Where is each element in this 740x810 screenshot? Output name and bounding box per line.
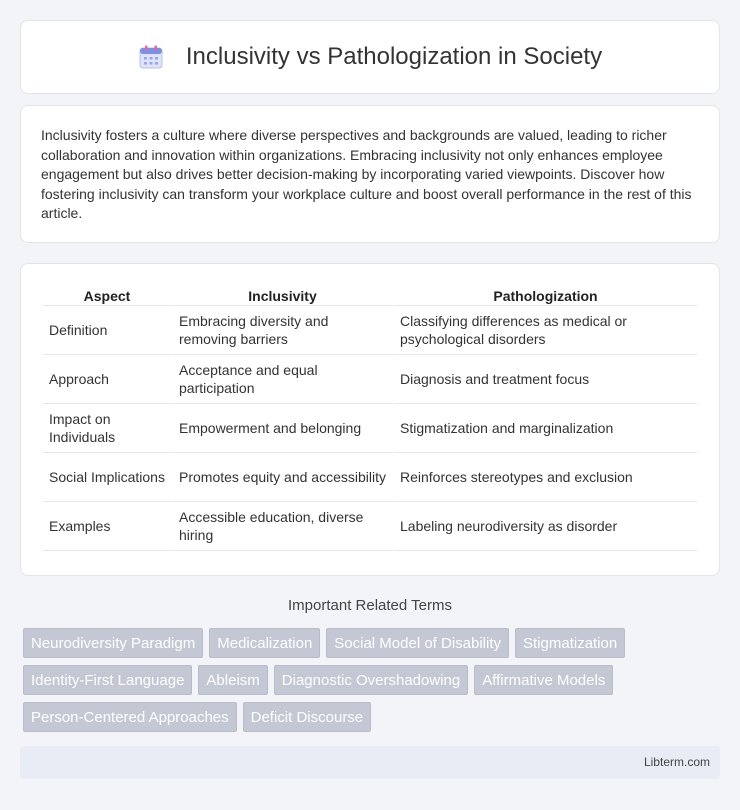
comparison-table-card <box>20 263 720 576</box>
table-cell: Stigmatization and marginalization <box>392 404 697 453</box>
related-term-tag[interactable]: Social Model of Disability <box>326 628 509 658</box>
intro-card <box>20 105 720 243</box>
table-row <box>43 306 697 355</box>
related-terms-list <box>23 628 723 732</box>
table-cell: Approach <box>43 355 171 404</box>
table-cell: Embracing diversity and removing barriers <box>171 306 392 355</box>
related-term-tag[interactable]: Person-Centered Approaches <box>23 702 237 732</box>
table-cell: Empowerment and belonging <box>171 404 392 453</box>
footer <box>20 746 720 779</box>
table-header-row <box>43 284 697 306</box>
table-cell: Diagnosis and treatment focus <box>392 355 697 404</box>
related-term-tag[interactable]: Medicalization <box>209 628 320 658</box>
related-term-tag[interactable]: Identity-First Language <box>23 665 192 695</box>
table-cell: Reinforces stereotypes and exclusion <box>392 453 697 502</box>
related-term-tag[interactable]: Ableism <box>198 665 267 695</box>
table-cell: Definition <box>43 306 171 355</box>
table-cell: Examples <box>43 502 171 551</box>
related-term-tag[interactable]: Diagnostic Overshadowing <box>274 665 468 695</box>
table-row <box>43 355 697 404</box>
table-cell: Labeling neurodiversity as disorder <box>392 502 697 551</box>
calendar-icon <box>138 44 164 70</box>
table-cell: Acceptance and equal participation <box>171 355 392 404</box>
footer-site-link[interactable]: Libterm.com <box>643 755 710 769</box>
table-row <box>43 404 697 453</box>
related-term-tag[interactable]: Neurodiversity Paradigm <box>23 628 203 658</box>
title-wrap <box>138 43 602 71</box>
header-card <box>20 20 720 94</box>
table-cell: Impact on Individuals <box>43 404 171 453</box>
related-term-tag[interactable]: Deficit Discourse <box>243 702 372 732</box>
table-cell: Accessible education, diverse hiring <box>171 502 392 551</box>
table-row <box>43 502 697 551</box>
table-cell: Promotes equity and accessibility <box>171 453 392 502</box>
related-terms-heading: Important Related Terms <box>288 597 452 614</box>
comparison-table <box>43 284 697 551</box>
related-term-tag[interactable]: Stigmatization <box>515 628 625 658</box>
intro-paragraph: Inclusivity fosters a culture where diverse perspectives and backgrounds are valued, leading to richer collaboration and innovation within organizations. Embracing inclusivity not only enhances employee engagement but also drives better decision-making by incorporating varied viewpoints. Discover how fostering inclusivity can transform your workplace culture and boost overall performance in the rest of this article. <box>41 127 692 221</box>
column-header-pathologization: Pathologization <box>392 284 697 306</box>
related-term-tag[interactable]: Affirmative Models <box>474 665 613 695</box>
column-header-aspect: Aspect <box>43 284 171 306</box>
table-cell: Classifying differences as medical or psychological disorders <box>392 306 697 355</box>
page-title: Inclusivity vs Pathologization in Society <box>185 43 603 70</box>
column-header-inclusivity: Inclusivity <box>171 284 392 306</box>
table-cell: Social Implications <box>43 453 171 502</box>
table-row <box>43 453 697 502</box>
